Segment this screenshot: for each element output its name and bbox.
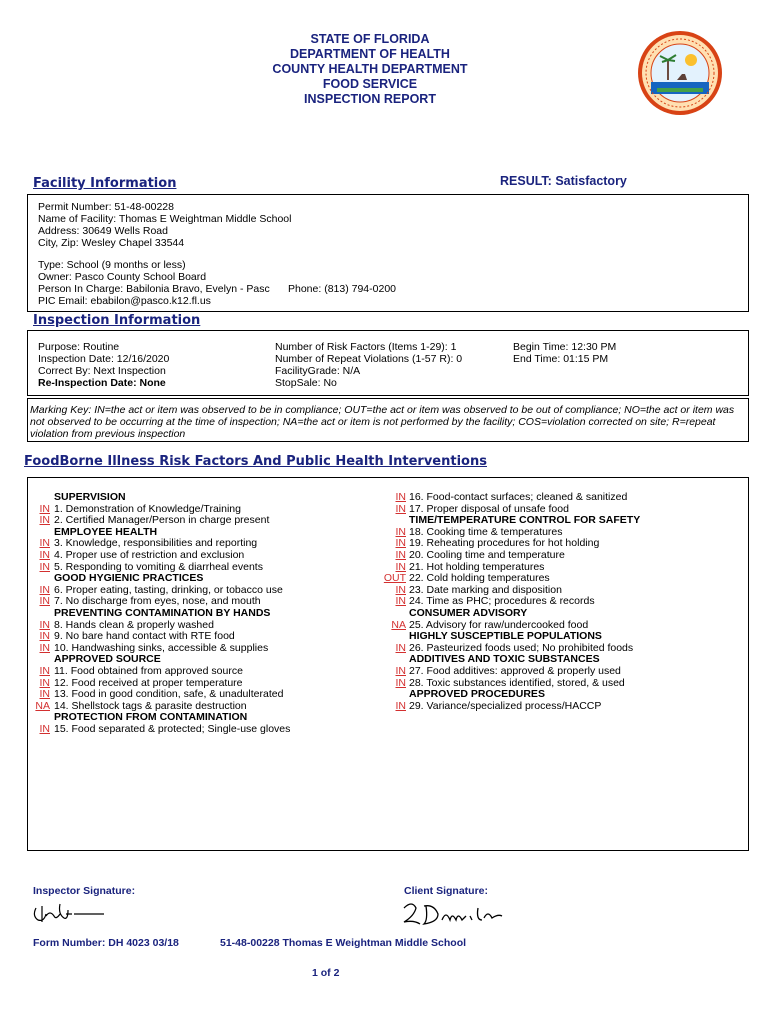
inspection-item: 8. Hands clean & properly washed bbox=[54, 618, 214, 631]
category-header: APPROVED SOURCE bbox=[54, 653, 161, 666]
category-header: APPROVED PROCEDURES bbox=[409, 688, 545, 701]
inspection-item: 3. Knowledge, responsibilities and reporting bbox=[54, 537, 258, 550]
item-status: IN bbox=[395, 560, 406, 573]
category-header: CONSUMER ADVISORY bbox=[409, 607, 528, 619]
report-header bbox=[180, 32, 560, 107]
item-status: IN bbox=[39, 514, 50, 527]
item-status: IN bbox=[395, 525, 406, 538]
item-status: IN bbox=[395, 502, 406, 515]
category-header: GOOD HYGIENIC PRACTICES bbox=[54, 572, 204, 585]
item-status: IN bbox=[395, 595, 406, 608]
item-status: IN bbox=[39, 641, 50, 654]
item-status: IN bbox=[39, 688, 50, 701]
inspection-info-box bbox=[27, 330, 749, 396]
category-header: PROTECTION FROM CONTAMINATION bbox=[54, 711, 248, 724]
foodborne-title: FoodBorne Illness Risk Factors And Public Health Interventions bbox=[24, 454, 487, 469]
inspection-info-title: Inspection Information bbox=[33, 313, 201, 328]
header-line-5: INSPECTION REPORT bbox=[304, 92, 436, 106]
facility-info-box bbox=[27, 194, 749, 312]
facility-city: City, Zip: Wesley Chapel 33544 bbox=[38, 237, 185, 249]
inspection-purpose: Purpose: Routine bbox=[38, 341, 120, 353]
category-header: TIME/TEMPERATURE CONTROL FOR SAFETY bbox=[409, 514, 641, 527]
inspection-item: 4. Proper use of restriction and exclusion bbox=[54, 549, 245, 561]
stop-sale: StopSale: No bbox=[275, 377, 337, 389]
facility-name: Name of Facility: Thomas E Weightman Middle School bbox=[38, 213, 292, 225]
foodborne-box bbox=[27, 477, 749, 851]
inspection-date: Inspection Date: 12/16/2020 bbox=[38, 353, 170, 365]
inspection-item: 10. Handwashing sinks, accessible & supplies bbox=[54, 641, 269, 654]
item-status: IN bbox=[39, 560, 50, 573]
item-status: IN bbox=[39, 583, 50, 596]
facility-phone: Phone: (813) 794-0200 bbox=[288, 283, 396, 295]
inspection-item: 9. No bare hand contact with RTE food bbox=[54, 630, 235, 643]
category-header: HIGHLY SUSCEPTIBLE POPULATIONS bbox=[409, 630, 602, 643]
inspection-item: 2. Certified Manager/Person in charge present bbox=[54, 514, 270, 527]
begin-time: Begin Time: 12:30 PM bbox=[513, 341, 617, 353]
facility-address: Address: 30649 Wells Road bbox=[38, 225, 168, 237]
client-signature-image bbox=[398, 898, 508, 930]
item-status: IN bbox=[395, 641, 406, 654]
florida-seal-icon bbox=[637, 30, 723, 116]
header-line-4: FOOD SERVICE bbox=[322, 77, 418, 91]
item-status: NA bbox=[35, 699, 50, 712]
inspection-item: 28. Toxic substances identified, stored, & used bbox=[409, 676, 625, 689]
item-status: IN bbox=[39, 618, 50, 631]
category-header: PREVENTING CONTAMINATION BY HANDS bbox=[54, 607, 271, 619]
inspection-item: 21. Hot holding temperatures bbox=[409, 560, 545, 573]
inspection-item: 25. Advisory for raw/undercooked food bbox=[409, 618, 589, 631]
inspection-item: 24. Time as PHC; procedures & records bbox=[409, 595, 595, 608]
inspection-item: 22. Cold holding temperatures bbox=[409, 572, 550, 585]
marking-key-text: Marking Key: IN=the act or item was observed to be in compliance; OUT=the act or item was observed to be out of compliance; NO=the act or item was not observed to be occurring at the time of inspection; NA=the act or item is not performed by the facility; COS=violation corrected on site; R=repeat violation from previous inspection bbox=[30, 404, 735, 440]
item-status: OUT bbox=[383, 572, 406, 585]
item-status: IN bbox=[39, 723, 50, 735]
inspection-item: 26. Pasteurized foods used; No prohibited foods bbox=[409, 641, 634, 654]
risk-factor-count: Number of Risk Factors (Items 1-29): 1 bbox=[275, 341, 457, 353]
inspection-item: 27. Food additives: approved & properly used bbox=[409, 665, 621, 677]
facility-type: Type: School (9 months or less) bbox=[38, 259, 186, 271]
person-in-charge: Person In Charge: Babilonia Bravo, Evelyn - Pasc bbox=[38, 283, 270, 295]
item-status: IN bbox=[39, 595, 50, 608]
marking-key-box bbox=[27, 398, 749, 442]
footer-facility: 51-48-00228 Thomas E Weightman Middle School bbox=[220, 937, 467, 949]
inspection-item: 12. Food received at proper temperature bbox=[54, 676, 243, 689]
category-header: EMPLOYEE HEALTH bbox=[54, 525, 158, 538]
correct-by: Correct By: Next Inspection bbox=[38, 365, 166, 377]
inspection-item: 1. Demonstration of Knowledge/Training bbox=[54, 502, 241, 515]
inspection-item: 14. Shellstock tags & parasite destruction bbox=[54, 699, 247, 712]
inspection-item: 29. Variance/specialized process/HACCP bbox=[409, 699, 602, 712]
inspection-item: 18. Cooking time & temperatures bbox=[409, 525, 563, 538]
inspection-item: 5. Responding to vomiting & diarrheal events bbox=[54, 560, 263, 573]
reinspection-date: Re-Inspection Date: None bbox=[38, 377, 166, 389]
item-status: IN bbox=[39, 665, 50, 677]
facility-owner: Owner: Pasco County School Board bbox=[38, 271, 207, 283]
item-status: IN bbox=[39, 537, 50, 550]
inspection-item: 13. Food in good condition, safe, & unadulterated bbox=[54, 688, 284, 701]
category-header: SUPERVISION bbox=[54, 491, 126, 503]
inspector-signature-image bbox=[30, 900, 110, 928]
item-status: IN bbox=[395, 699, 406, 712]
item-status: IN bbox=[39, 549, 50, 561]
category-header: ADDITIVES AND TOXIC SUBSTANCES bbox=[409, 653, 600, 666]
inspection-item: 7. No discharge from eyes, nose, and mouth bbox=[54, 595, 261, 608]
inspector-signature-label: Inspector Signature: bbox=[33, 885, 136, 897]
end-time: End Time: 01:15 PM bbox=[513, 353, 609, 365]
item-status: IN bbox=[395, 676, 406, 689]
item-status: IN bbox=[39, 502, 50, 515]
facility-grade: FacilityGrade: N/A bbox=[275, 365, 361, 377]
item-status: IN bbox=[395, 549, 406, 561]
client-signature-label: Client Signature: bbox=[404, 885, 489, 897]
header-line-2: DEPARTMENT OF HEALTH bbox=[290, 47, 450, 61]
item-status: IN bbox=[395, 491, 406, 503]
form-number: Form Number: DH 4023 03/18 bbox=[33, 937, 179, 949]
pic-email: PIC Email: ebabilon@pasco.k12.fl.us bbox=[38, 295, 211, 307]
item-status: NA bbox=[391, 618, 406, 631]
item-status: IN bbox=[395, 665, 406, 677]
result-status: RESULT: Satisfactory bbox=[500, 174, 627, 188]
repeat-violation-count: Number of Repeat Violations (1-57 R): 0 bbox=[275, 353, 463, 365]
inspection-item: 19. Reheating procedures for hot holding bbox=[409, 537, 600, 550]
page-number: 1 of 2 bbox=[312, 967, 340, 979]
permit-number: Permit Number: 51-48-00228 bbox=[38, 201, 174, 213]
item-status: IN bbox=[395, 583, 406, 596]
inspection-item: 11. Food obtained from approved source bbox=[54, 665, 243, 677]
header-line-1: STATE OF FLORIDA bbox=[310, 32, 430, 46]
item-status: IN bbox=[39, 630, 50, 643]
inspection-item: 16. Food-contact surfaces; cleaned & sanitized bbox=[409, 491, 628, 503]
inspection-item: 6. Proper eating, tasting, drinking, or tobacco use bbox=[54, 583, 283, 596]
header-line-3: COUNTY HEALTH DEPARTMENT bbox=[272, 62, 468, 76]
item-status: IN bbox=[39, 676, 50, 689]
inspection-item: 23. Date marking and disposition bbox=[409, 583, 562, 596]
inspection-item: 20. Cooling time and temperature bbox=[409, 549, 565, 561]
inspection-item: 17. Proper disposal of unsafe food bbox=[409, 502, 569, 515]
facility-info-title: Facility Information bbox=[33, 176, 177, 191]
inspection-item: 15. Food separated & protected; Single-use gloves bbox=[54, 723, 291, 735]
item-status: IN bbox=[395, 537, 406, 550]
